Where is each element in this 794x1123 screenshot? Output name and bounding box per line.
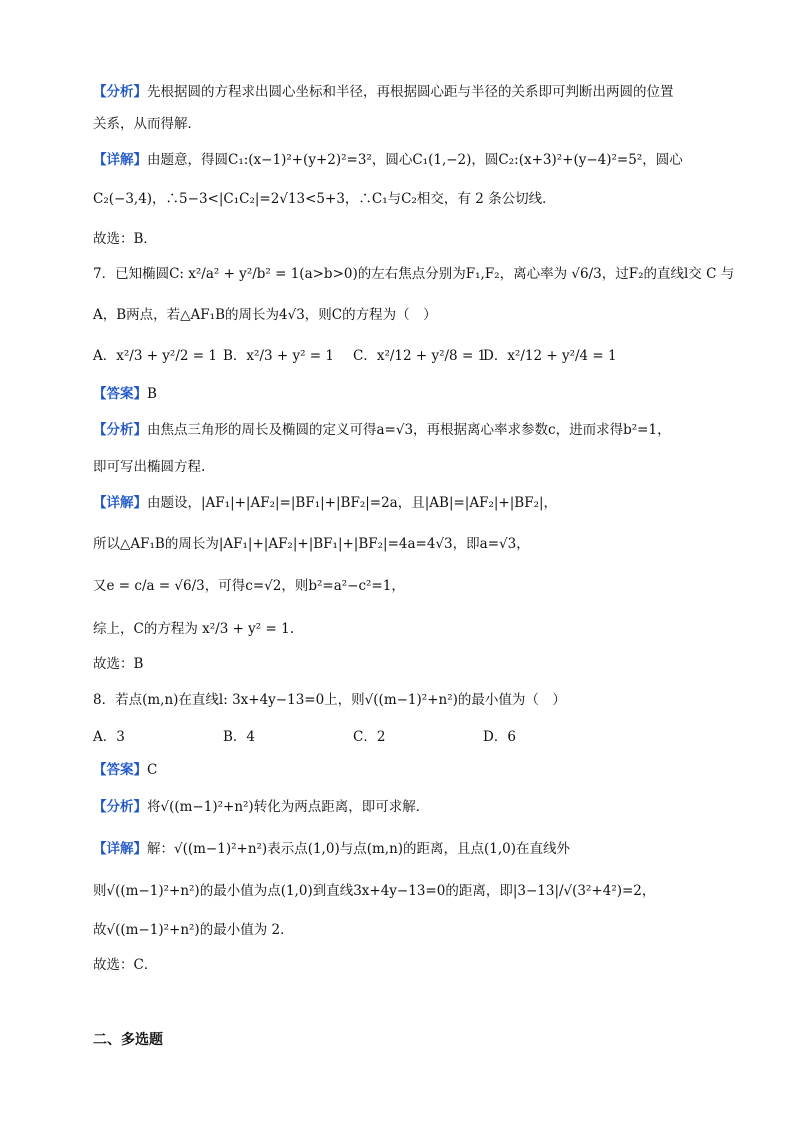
- q8-stem: 8．若点(m,n)在直线l: 3x+4y−13=0上，则√((m−1)²+n²)的最小值为（ ）: [93, 692, 566, 708]
- section-title: 二、多选题: [93, 1032, 163, 1048]
- q6-detail-text-1: 由题意，得圆C₁:(x−1)²+(y+2)²=3²，圆心C₁(1,−2)，圆C₂:(x+3)²+(y−4)²=5²，圆心: [147, 152, 683, 168]
- q7-stem-line-2: A，B两点，若△AF₁B的周长为4√3，则C的方程为（ ）: [93, 307, 437, 323]
- q8-detail-line-1: [93, 839, 570, 859]
- q8-option-d: D．6: [483, 729, 516, 745]
- answer-tag: 【答案】: [93, 386, 147, 402]
- q8-answer: C: [147, 762, 158, 778]
- q8-choice: 故选：C．: [93, 957, 158, 973]
- q8-detail-line-3: 故√((m−1)²+n²)的最小值为 2．: [93, 922, 294, 938]
- q7-detail-line-3: 又e = c/a = √6/3，可得c=√2，则b²=a²−c²=1，: [93, 578, 405, 594]
- q7-detail-line-1: [93, 493, 557, 513]
- detail-tag: 【详解】: [93, 152, 147, 168]
- analysis-tag: 【分析】: [93, 799, 147, 815]
- q7-options: [93, 346, 617, 366]
- q6-analysis-line-2: 关系，从而得解．: [93, 116, 201, 132]
- q8-detail-line-2: 则√((m−1)²+n²)的最小值为点(1,0)到直线3x+4y−13=0的距离，即|3−13|/√(3²+4²)=2，: [93, 883, 656, 899]
- q8-analysis-line: [93, 797, 429, 817]
- q7-analysis-line-2: 即可写出椭圆方程.: [93, 459, 206, 475]
- detail-tag: 【详解】: [93, 495, 147, 511]
- q7-option-c: C．x²/12 + y²/8 = 1: [353, 348, 487, 364]
- q7-detail-line-4: 综上，C的方程为 x²/3 + y² = 1.: [93, 621, 294, 637]
- q7-analysis-line-1: [93, 420, 671, 440]
- q8-detail-text-1: 解：√((m−1)²+n²)表示点(1,0)与点(m,n)的距离，且点(1,0)在直线外: [147, 841, 571, 857]
- q6-analysis-text-1: 先根据圆的方程求出圆心坐标和半径，再根据圆心距与半径的关系即可判断出两圆的位置: [147, 84, 674, 100]
- q8-analysis-text: 将√((m−1)²+n²)转化为两点距离，即可求解．: [147, 799, 430, 815]
- q7-option-b: B．x²/3 + y² = 1: [223, 348, 334, 364]
- detail-tag: 【详解】: [93, 841, 147, 857]
- q7-stem-line-1: 7．已知椭圆C: x²/a² + y²/b² = 1(a>b>0)的左右焦点分别为F₁,F₂，离心率为 √6/3，过F₂的直线l交 C 与: [93, 266, 735, 282]
- q8-options: [93, 727, 613, 747]
- q7-detail-text-1: 由题设，|AF₁|+|AF₂|=|BF₁|+|BF₂|=2a，且|AB|=|AF₂|+|BF₂|，: [147, 495, 558, 511]
- q7-option-a: A．x²/3 + y²/2 = 1: [93, 348, 217, 364]
- q7-analysis-text-1: 由焦点三角形的周长及椭圆的定义可得a=√3，再根据离心率求参数c，进而求得b²=1，: [147, 422, 671, 438]
- q7-answer: B: [147, 386, 157, 402]
- q8-option-a: A．3: [93, 729, 125, 745]
- q6-choice: 故选：B．: [93, 231, 157, 247]
- q7-choice: 故选：B: [93, 656, 144, 672]
- q6-detail-line-2: C₂(−3,4)，∴5−3<|C₁C₂|=2√13<5+3，∴C₁与C₂相交，有 2 条公切线．: [93, 191, 556, 207]
- q6-detail-line-1: [93, 150, 683, 170]
- q8-option-b: B．4: [223, 729, 256, 745]
- answer-tag: 【答案】: [93, 762, 147, 778]
- q7-detail-line-2: 所以△AF₁B的周长为|AF₁|+|AF₂|+|BF₁|+|BF₂|=4a=4√3，即a=√3，: [93, 536, 530, 552]
- q8-answer-line: [93, 760, 157, 780]
- q7-option-d: D．x²/12 + y²/4 = 1: [483, 348, 617, 364]
- analysis-tag: 【分析】: [93, 422, 147, 438]
- q6-analysis-line-1: [93, 82, 674, 102]
- analysis-tag: 【分析】: [93, 84, 147, 100]
- q7-answer-line: [93, 384, 157, 404]
- q8-option-c: C．2: [353, 729, 386, 745]
